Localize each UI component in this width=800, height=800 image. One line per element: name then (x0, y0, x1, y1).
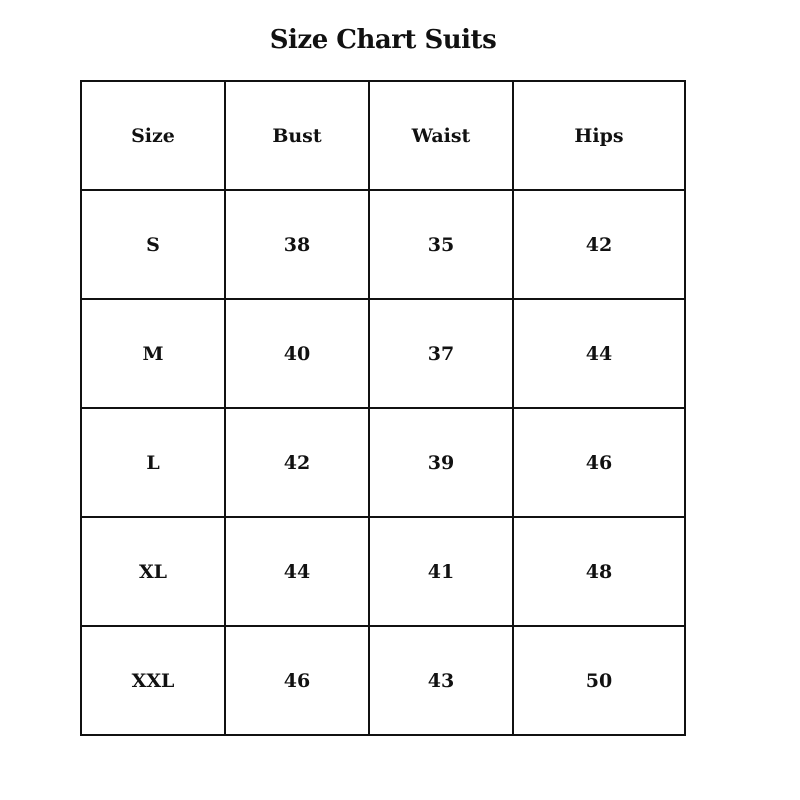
cell-bust: 44 (225, 517, 369, 626)
cell-size: L (81, 408, 225, 517)
cell-bust: 46 (225, 626, 369, 735)
table-row (81, 626, 685, 735)
cell-size: XXL (81, 626, 225, 735)
cell-bust: 38 (225, 190, 369, 299)
header-bust: Bust (225, 81, 369, 190)
cell-size: S (81, 190, 225, 299)
cell-hips: 42 (513, 190, 685, 299)
cell-size: XL (81, 517, 225, 626)
table-row (81, 408, 685, 517)
cell-bust: 42 (225, 408, 369, 517)
header-size: Size (81, 81, 225, 190)
size-chart-table (80, 80, 686, 736)
cell-waist: 35 (369, 190, 513, 299)
header-row (81, 81, 685, 190)
cell-waist: 43 (369, 626, 513, 735)
cell-hips: 48 (513, 517, 685, 626)
header-waist: Waist (369, 81, 513, 190)
chart-title: Size Chart Suits (269, 25, 497, 55)
cell-hips: 46 (513, 408, 685, 517)
table-row (81, 517, 685, 626)
cell-waist: 37 (369, 299, 513, 408)
table-row (81, 299, 685, 408)
cell-bust: 40 (225, 299, 369, 408)
cell-hips: 44 (513, 299, 685, 408)
table-row (81, 190, 685, 299)
header-hips: Hips (513, 81, 685, 190)
cell-size: M (81, 299, 225, 408)
cell-waist: 41 (369, 517, 513, 626)
cell-waist: 39 (369, 408, 513, 517)
cell-hips: 50 (513, 626, 685, 735)
